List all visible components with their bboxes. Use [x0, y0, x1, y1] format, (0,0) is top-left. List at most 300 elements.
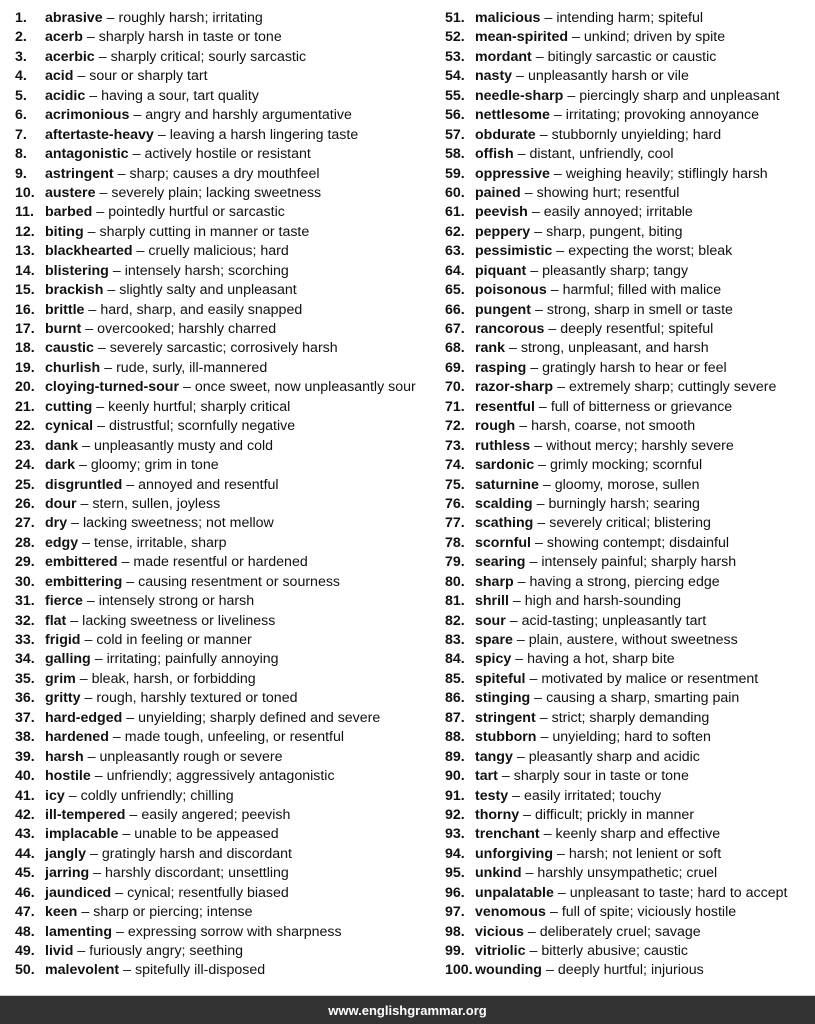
list-item [445, 301, 815, 320]
list-item [445, 106, 815, 125]
item-word: acrimonious [45, 107, 130, 124]
item-number: 81. [445, 593, 465, 610]
item-word: burnt [45, 321, 82, 337]
item-definition: acid-tasting; unpleasantly tart [521, 612, 707, 629]
item-definition: intensely strong or harsh [98, 593, 255, 610]
item-word: resentful [475, 398, 535, 415]
item-word: blistering [45, 262, 109, 279]
item-definition: cruelly malicious; hard [148, 243, 289, 260]
dash-separator: – [545, 962, 554, 979]
item-number: 43. [15, 826, 35, 843]
item-definition: having a hot, sharp bite [527, 651, 675, 668]
list-item [445, 48, 815, 67]
dash-separator: – [96, 398, 105, 415]
dash-separator: – [78, 457, 87, 474]
list-item [445, 923, 815, 942]
list-item [445, 359, 815, 378]
list-item [15, 126, 440, 145]
item-definition: deliberately cruel; savage [539, 923, 701, 940]
item-word: nasty [475, 68, 513, 85]
item-number: 84. [445, 651, 465, 668]
item-word: scornful [475, 534, 531, 551]
item-definition: gratingly harsh to hear or feel [542, 359, 727, 376]
item-word: sardonic [475, 457, 535, 474]
item-word: spare [475, 632, 513, 648]
item-word: dry [45, 515, 68, 532]
item-definition: intensely harsh; scorching [124, 262, 289, 279]
list-item [15, 9, 440, 28]
item-number: 56. [445, 107, 465, 124]
dash-separator: – [530, 359, 539, 376]
dash-separator: – [77, 68, 86, 85]
item-definition: sharp; causes a dry mouthfeel [129, 165, 320, 182]
list-item [15, 262, 440, 281]
item-word: hard-edged [45, 709, 123, 726]
dash-separator: – [557, 845, 565, 862]
item-word: saturnine [475, 476, 539, 493]
list-item [445, 514, 815, 533]
list-item [445, 126, 815, 145]
item-number: 23. [15, 437, 35, 454]
dash-separator: – [572, 29, 580, 46]
item-number: 1. [15, 10, 27, 26]
dash-separator: – [516, 632, 525, 648]
item-number: 12. [15, 223, 35, 240]
item-definition: leaving a harsh lingering taste [169, 126, 359, 143]
dash-separator: – [112, 729, 121, 746]
list-item [15, 631, 440, 650]
list-item [445, 398, 815, 417]
list-item [15, 748, 440, 767]
item-definition: easily annoyed; irritable [543, 204, 693, 221]
list-item [445, 223, 815, 242]
list-item [15, 87, 440, 106]
list-item [445, 903, 815, 922]
item-number: 73. [445, 437, 465, 454]
list-item [445, 495, 815, 514]
item-word: dank [45, 437, 79, 454]
item-number: 74. [445, 457, 465, 474]
item-number: 48. [15, 923, 35, 940]
dash-separator: – [535, 48, 544, 65]
item-number: 8. [15, 146, 27, 163]
dash-separator: – [88, 301, 97, 318]
item-definition: weighing heavily; stiflingly harsh [565, 165, 768, 182]
item-number: 19. [15, 359, 35, 376]
item-definition: angry and harshly argumentative [145, 107, 352, 124]
item-word: jaundiced [45, 884, 112, 901]
list-item [15, 689, 440, 708]
list-item [445, 825, 815, 844]
list-item [15, 942, 440, 961]
dash-separator: – [536, 495, 545, 512]
list-item [15, 437, 440, 456]
item-definition: causing a sharp, smarting pain [546, 690, 740, 707]
item-definition: pleasantly sharp; tangy [542, 262, 689, 279]
item-word: offish [475, 146, 514, 163]
list-item [15, 650, 440, 669]
item-number: 75. [445, 476, 465, 493]
list-item [445, 942, 815, 961]
dash-separator: – [94, 768, 103, 785]
list-item [15, 961, 440, 980]
list-item [445, 787, 815, 806]
item-number: 87. [445, 709, 465, 726]
dash-separator: – [86, 593, 95, 610]
item-word: livid [45, 943, 74, 959]
dash-separator: – [543, 826, 552, 843]
item-definition: expressing sorrow with sharpness [127, 923, 342, 940]
item-definition: distrustful; scornfully negative [109, 418, 296, 435]
dash-separator: – [515, 651, 524, 668]
item-word: unforgiving [475, 845, 554, 862]
dash-separator: – [107, 282, 116, 299]
item-definition: bitterly abusive; caustic [541, 943, 689, 959]
dash-separator: – [90, 845, 98, 862]
item-word: edgy [45, 534, 79, 551]
item-definition: burningly harsh; searing [548, 495, 700, 512]
item-definition: coldly unfriendly; chilling [80, 787, 234, 804]
footer-bar [0, 995, 815, 1024]
item-word: peppery [475, 223, 531, 240]
item-number: 10. [15, 184, 35, 201]
item-number: 46. [15, 884, 35, 901]
list-item [15, 534, 440, 553]
item-word: disgruntled [45, 476, 123, 493]
item-word: jarring [45, 865, 90, 882]
item-number: 89. [445, 748, 465, 765]
item-number: 95. [445, 865, 465, 882]
item-number: 28. [15, 534, 35, 551]
item-definition: piercingly sharp and unpleasant [579, 87, 780, 104]
item-definition: gloomy; grim in tone [90, 457, 219, 474]
item-definition: pointedly hurtful or sarcastic [108, 204, 285, 221]
dash-separator: – [79, 670, 88, 687]
item-word: unkind [475, 865, 522, 882]
item-definition: easily angered; peevish [141, 806, 291, 823]
dash-separator: – [517, 573, 526, 590]
item-number: 69. [445, 359, 465, 376]
item-definition: severely critical; blistering [549, 515, 711, 532]
item-definition: sharply sour in taste or tone [513, 768, 689, 785]
item-number: 100. [445, 962, 473, 979]
item-number: 62. [445, 223, 465, 240]
item-number: 38. [15, 729, 35, 746]
list-item [15, 417, 440, 436]
dash-separator: – [529, 943, 538, 959]
item-definition: showing contempt; disdainful [546, 534, 730, 551]
item-number: 90. [445, 768, 465, 785]
item-number: 30. [15, 573, 35, 590]
item-definition: slightly salty and unpleasant [119, 282, 297, 299]
item-definition: overcooked; harshly charred [97, 321, 277, 337]
item-word: malevolent [45, 962, 120, 979]
item-word: aftertaste-heavy [45, 126, 154, 143]
dash-separator: – [539, 126, 548, 143]
list-item [445, 476, 815, 495]
dash-separator: – [557, 379, 565, 396]
item-number: 83. [445, 632, 465, 648]
item-word: embittered [45, 554, 118, 571]
list-item [445, 281, 815, 300]
item-word: razor-sharp [475, 379, 554, 396]
dash-separator: – [567, 87, 576, 104]
item-number: 3. [15, 48, 27, 65]
item-word: mean-spirited [475, 29, 569, 46]
dash-separator: – [94, 651, 103, 668]
dash-separator: – [542, 476, 551, 493]
dash-separator: – [89, 87, 98, 104]
item-definition: strict; sharply demanding [551, 709, 710, 726]
item-number: 59. [445, 165, 465, 182]
item-number: 42. [15, 806, 35, 823]
item-definition: made tough, unfeeling, or resentful [124, 729, 345, 746]
list-item [15, 825, 440, 844]
list-item [15, 495, 440, 514]
dash-separator: – [544, 10, 553, 26]
item-number: 5. [15, 87, 27, 104]
item-definition: hard, sharp, and easily snapped [100, 301, 303, 318]
item-definition: having a sour, tart quality [101, 87, 259, 104]
list-item [445, 806, 815, 825]
item-definition: unyielding; hard to soften [552, 729, 711, 746]
dash-separator: – [68, 787, 77, 804]
item-number: 52. [445, 29, 465, 46]
dash-separator: – [99, 184, 108, 201]
item-definition: plain, austere, without sweetness [528, 632, 738, 648]
item-number: 49. [15, 943, 35, 959]
item-number: 26. [15, 495, 35, 512]
dash-separator: – [538, 457, 547, 474]
item-number: 68. [445, 340, 465, 357]
item-definition: keenly sharp and effective [555, 826, 721, 843]
item-definition: harsh; not lenient or soft [568, 845, 722, 862]
item-word: tart [475, 768, 498, 785]
item-word: vicious [475, 923, 524, 940]
list-item [445, 437, 815, 456]
dash-separator: – [157, 126, 166, 143]
list-item [15, 359, 440, 378]
item-definition: deeply resentful; spiteful [560, 321, 714, 337]
item-number: 92. [445, 806, 465, 823]
item-definition: unpleasant to taste; hard to accept [569, 884, 788, 901]
item-number: 21. [15, 398, 35, 415]
item-number: 31. [15, 593, 35, 610]
item-number: 72. [445, 418, 465, 435]
item-word: blackhearted [45, 243, 133, 260]
item-number: 20. [15, 379, 35, 396]
item-definition: easily irritated; touchy [524, 787, 662, 804]
item-word: sharp [475, 573, 514, 590]
item-number: 11. [15, 204, 34, 221]
item-number: 45. [15, 865, 35, 882]
item-number: 17. [15, 321, 35, 337]
item-number: 60. [445, 184, 465, 201]
dash-separator: – [556, 243, 565, 260]
item-definition: annoyed and resentful [138, 476, 279, 493]
item-number: 85. [445, 670, 465, 687]
list-item [445, 378, 815, 397]
item-definition: lacking sweetness; not mellow [82, 515, 274, 532]
item-word: grim [45, 670, 76, 687]
item-word: sour [475, 612, 506, 629]
dash-separator: – [122, 826, 131, 843]
item-word: brackish [45, 282, 104, 299]
list-item [15, 456, 440, 475]
item-definition: showing hurt; resentful [536, 184, 680, 201]
list-item [15, 28, 440, 47]
website-url: www.englishgrammar.org [328, 1002, 487, 1018]
item-number: 80. [445, 573, 465, 590]
item-number: 33. [15, 632, 35, 648]
item-word: peevish [475, 204, 528, 221]
item-word: poisonous [475, 282, 547, 299]
item-number: 53. [445, 48, 465, 65]
dash-separator: – [126, 573, 135, 590]
item-word: oppressive [475, 165, 550, 182]
dash-separator: – [534, 690, 543, 707]
item-number: 63. [445, 243, 465, 260]
dash-separator: – [87, 223, 96, 240]
list-item [15, 592, 440, 611]
item-word: shrill [475, 593, 509, 610]
item-definition: irritating; provoking annoyance [565, 107, 760, 124]
list-item [15, 301, 440, 320]
dash-separator: – [80, 495, 89, 512]
dash-separator: – [538, 398, 547, 415]
list-item [445, 203, 815, 222]
item-number: 35. [15, 670, 35, 687]
item-word: rough [475, 418, 516, 435]
item-word: spiteful [475, 670, 526, 687]
item-word: churlish [45, 359, 101, 376]
dash-separator: – [126, 476, 135, 493]
dash-separator: – [77, 943, 86, 959]
list-item [445, 612, 815, 631]
list-item [15, 184, 440, 203]
item-word: unpalatable [475, 884, 554, 901]
item-definition: harsh, coarse, not smooth [531, 418, 696, 435]
list-item [445, 650, 815, 669]
dash-separator: – [537, 515, 546, 532]
item-definition: sharply cutting in manner or taste [99, 223, 310, 240]
item-definition: unpleasantly harsh or vile [527, 68, 689, 85]
dash-separator: – [550, 282, 559, 299]
list-item [15, 709, 440, 728]
item-definition: pleasantly sharp and acidic [528, 748, 700, 765]
item-number: 25. [15, 476, 35, 493]
item-number: 78. [445, 534, 465, 551]
item-number: 18. [15, 340, 35, 357]
list-item [15, 864, 440, 883]
item-word: spicy [475, 651, 512, 668]
item-definition: sharply harsh in taste or tone [98, 29, 282, 46]
item-word: cloying-turned-sour [45, 379, 179, 396]
list-item [15, 845, 440, 864]
item-definition: deeply hurtful; injurious [557, 962, 704, 979]
item-definition: actively hostile or resistant [144, 146, 311, 163]
item-definition: sharp or piercing; intense [93, 904, 253, 921]
list-item [15, 514, 440, 533]
item-word: obdurate [475, 126, 536, 143]
dash-separator: – [126, 709, 135, 726]
item-number: 93. [445, 826, 465, 843]
item-word: harsh [45, 748, 84, 765]
dash-separator: – [549, 904, 558, 921]
item-word: scalding [475, 495, 533, 512]
item-number: 9. [15, 165, 27, 182]
dash-separator: – [540, 729, 549, 746]
item-number: 97. [445, 904, 465, 921]
item-number: 71. [445, 398, 465, 415]
list-item [15, 223, 440, 242]
list-item [15, 903, 440, 922]
item-number: 22. [15, 418, 35, 435]
item-definition: once sweet, now unpleasantly sour [194, 379, 416, 396]
dash-separator: – [539, 709, 548, 726]
list-item [15, 281, 440, 300]
dash-separator: – [82, 437, 91, 454]
item-definition: harshly discordant; unsettling [105, 865, 289, 882]
item-word: jangly [45, 845, 86, 862]
item-word: searing [475, 554, 526, 571]
dash-separator: – [524, 184, 533, 201]
item-word: lamenting [45, 923, 113, 940]
list-item [445, 67, 815, 86]
list-item [15, 806, 440, 825]
item-word: astringent [45, 165, 114, 182]
item-number: 70. [445, 379, 465, 396]
list-item [445, 456, 815, 475]
list-item [15, 670, 440, 689]
item-definition: spitefully ill-disposed [135, 962, 266, 979]
item-number: 57. [445, 126, 465, 143]
dash-separator: – [529, 554, 538, 571]
item-word: acidic [45, 87, 86, 104]
list-item [445, 573, 815, 592]
item-definition: gloomy, morose, sullen [554, 476, 700, 493]
dash-separator: – [84, 690, 93, 707]
item-definition: irritating; painfully annoying [106, 651, 279, 668]
item-word: barbed [45, 204, 93, 221]
item-definition: made resentful or hardened [133, 554, 308, 571]
item-definition: unyielding; sharply defined and severe [138, 709, 381, 726]
item-number: 2. [15, 29, 27, 46]
item-number: 58. [445, 146, 465, 163]
item-word: thorny [475, 806, 520, 823]
list-item [15, 728, 440, 747]
list-item [15, 884, 440, 903]
item-definition: furiously angry; seething [89, 943, 244, 959]
list-item [15, 767, 440, 786]
dash-separator: – [84, 632, 93, 648]
item-word: rank [475, 340, 505, 357]
item-number: 13. [15, 243, 35, 260]
item-number: 54. [445, 68, 465, 85]
dash-separator: – [523, 806, 532, 823]
item-definition: cynical; resentfully biased [127, 884, 289, 901]
item-word: acid [45, 68, 74, 85]
dash-separator: – [70, 612, 79, 629]
item-word: flat [45, 612, 67, 629]
item-definition: difficult; prickly in manner [535, 806, 695, 823]
dash-separator: – [71, 515, 79, 532]
dash-separator: – [96, 204, 105, 221]
list-item [445, 961, 815, 980]
dash-separator: – [106, 10, 115, 26]
dash-separator: – [82, 534, 91, 551]
list-item [445, 864, 815, 883]
